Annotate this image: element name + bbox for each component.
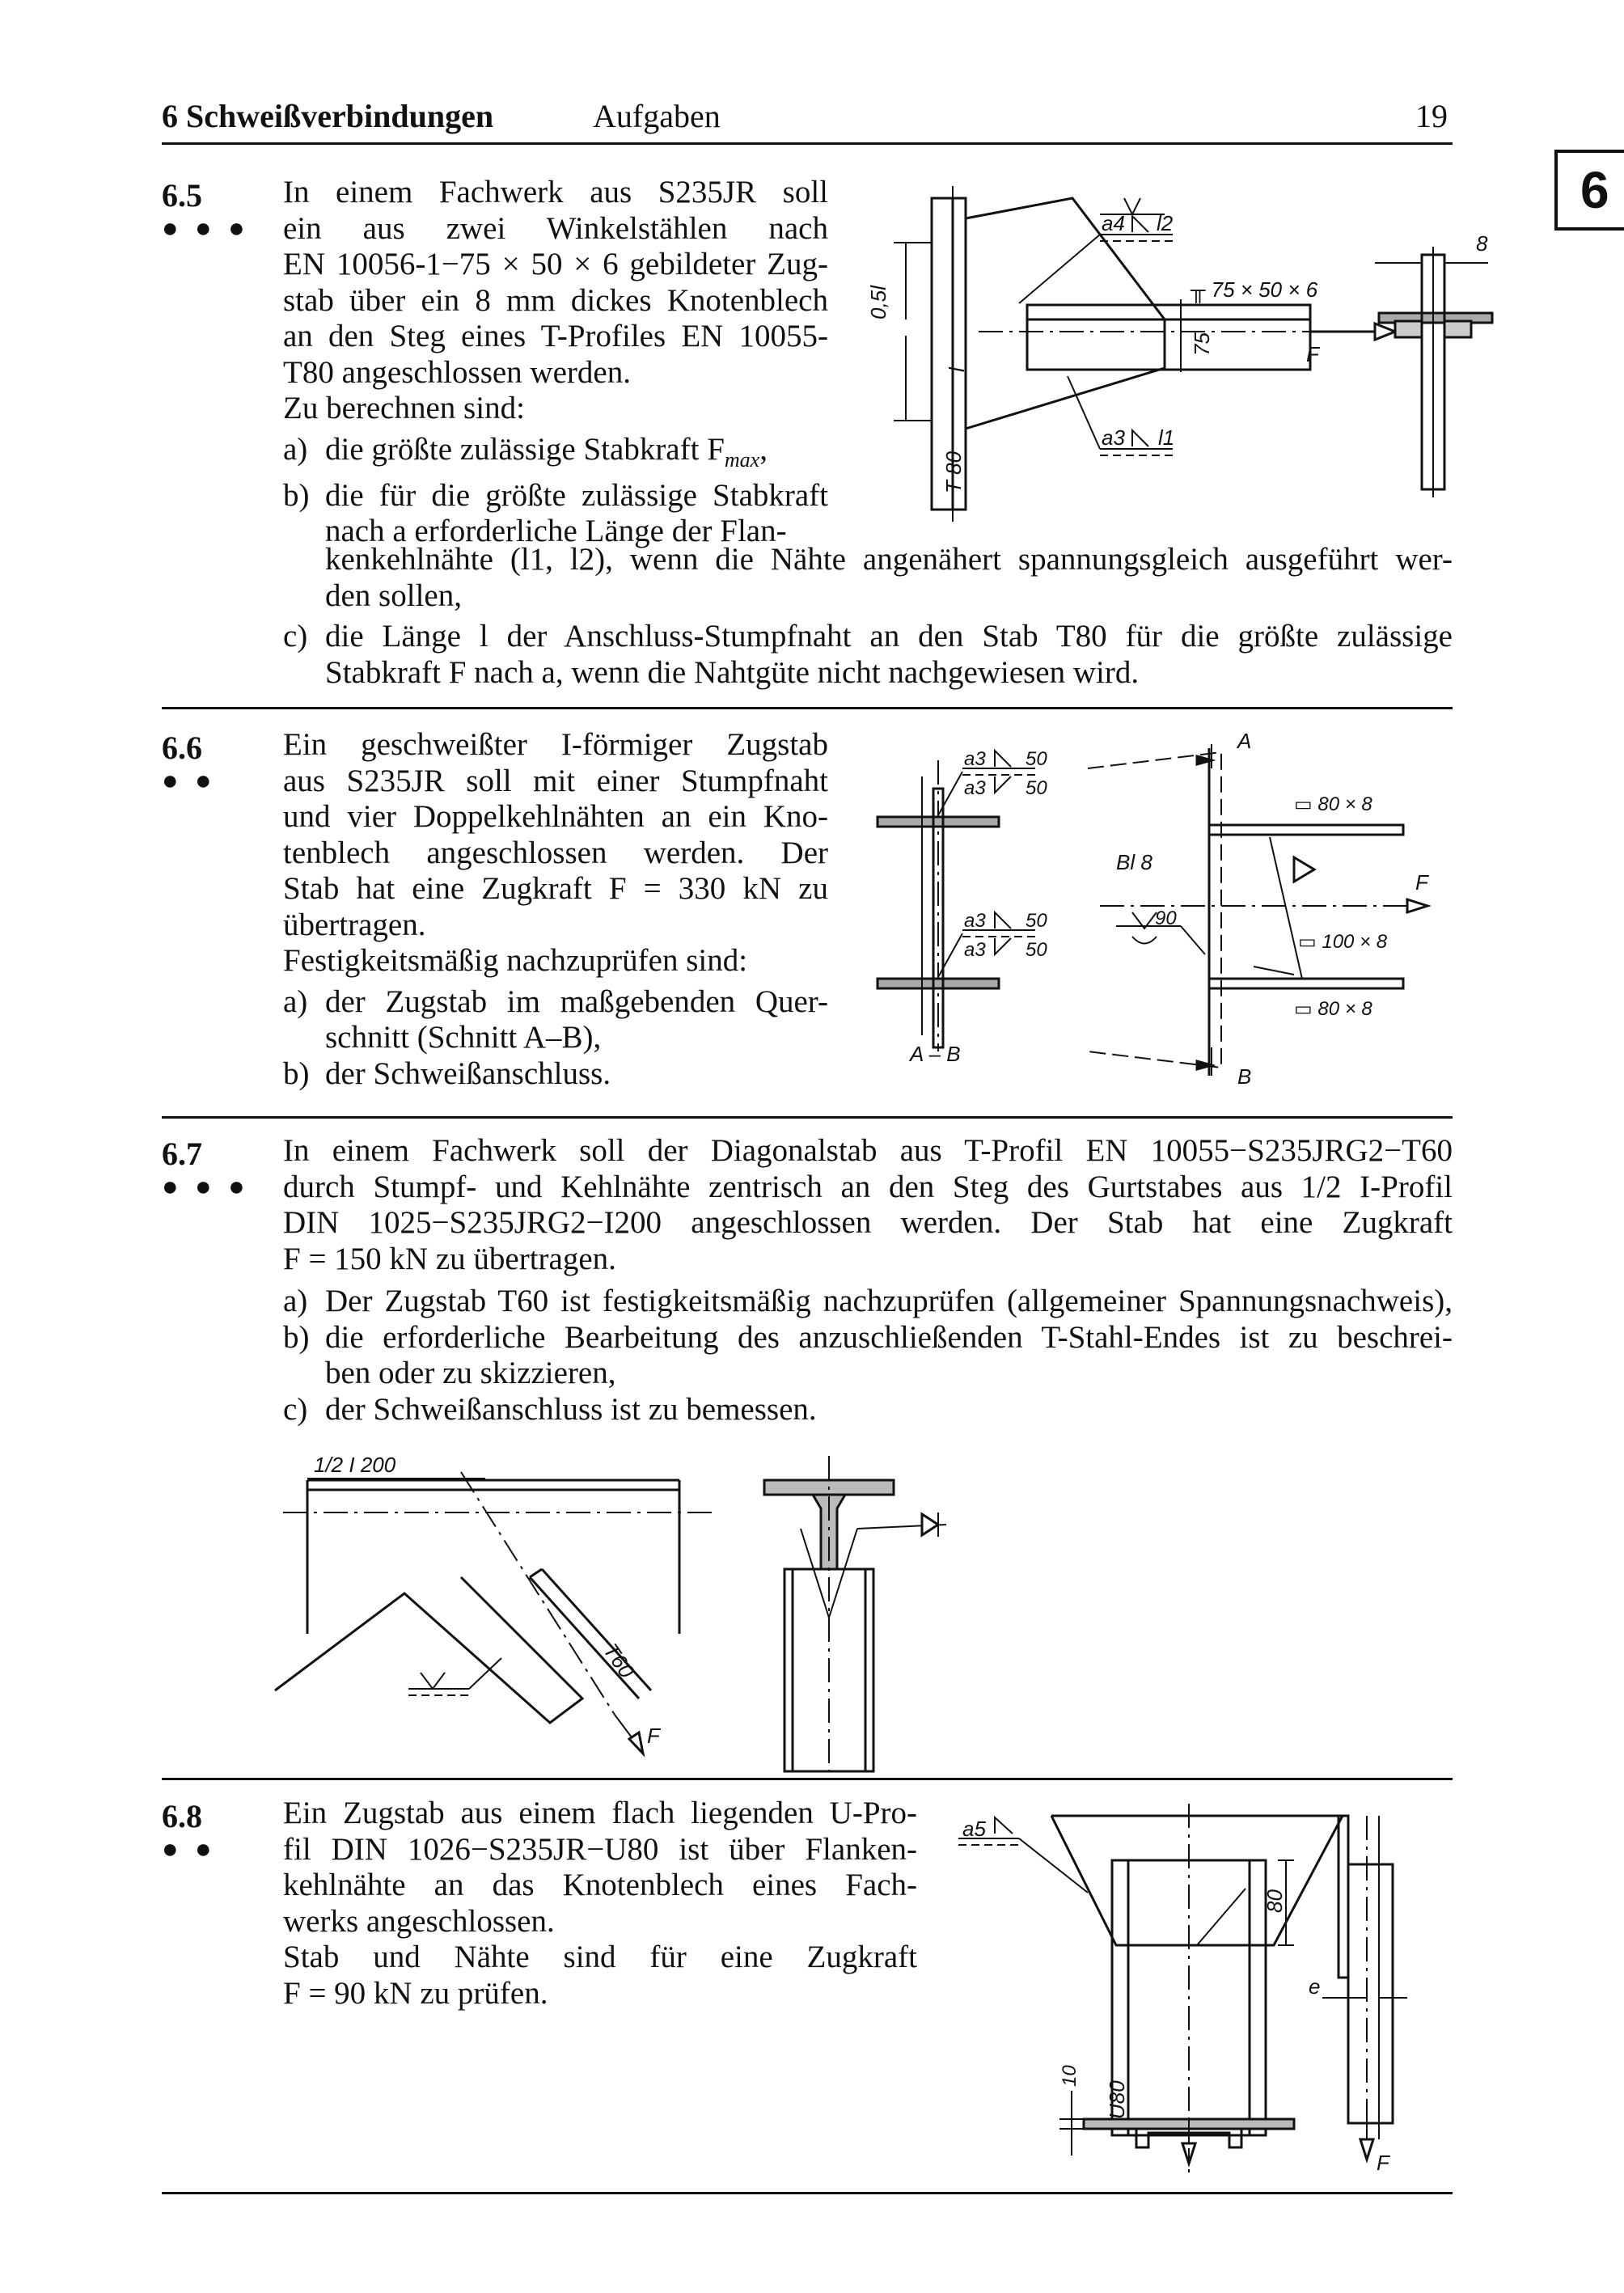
item-label: a) xyxy=(283,1284,308,1318)
problem-number-6-5: 6.5 xyxy=(162,177,202,214)
side-view-plate xyxy=(1339,1816,1348,1978)
gusset-plate xyxy=(1051,1816,1343,1945)
item-punct: , xyxy=(759,431,768,467)
item-label: b) xyxy=(283,1319,310,1355)
item-text-main: die größte zulässige Stabkraft F xyxy=(325,431,725,467)
fillet-symbol xyxy=(1132,430,1148,446)
weld-label-l1: l1 xyxy=(1158,425,1175,450)
text-line: werks angeschlossen. xyxy=(283,1903,555,1939)
weld-symbol-v xyxy=(1124,198,1140,214)
difficulty-6-5: ● ● ● xyxy=(162,214,250,243)
item-text-cont: ben oder zu skizzieren, xyxy=(325,1356,616,1390)
text-line: ein aus zwei Winkelstählen nach xyxy=(283,210,828,246)
item-label: b) xyxy=(283,1056,310,1091)
text-line: F = 90 kN zu prüfen. xyxy=(283,1975,548,2011)
dim-label-l: l xyxy=(945,367,969,372)
weld-label-a3: a3 xyxy=(964,939,986,961)
difficulty-6-8: ● ● xyxy=(162,1834,217,1864)
figure-6-8 xyxy=(954,1800,1456,2180)
problem-number-6-8: 6.8 xyxy=(162,1798,202,1834)
weld-label-a3: a3 xyxy=(964,910,986,932)
problem-text-6-8 xyxy=(283,1796,917,2012)
gusset-plate xyxy=(966,198,1165,429)
label-plate-100x8: ▭ 100 × 8 xyxy=(1298,931,1388,953)
weld-length-50: 50 xyxy=(1026,939,1047,961)
text-line: tenblech angeschlossen werden. Der xyxy=(283,835,828,870)
difficulty-6-6: ● ● xyxy=(162,766,217,796)
label-plate-80x8-bottom: ▭ 80 × 8 xyxy=(1294,998,1372,1020)
section-flange-top xyxy=(878,817,999,827)
item-text: der Schweißanschluss. xyxy=(325,1056,611,1091)
figure-6-5 xyxy=(857,182,1488,522)
force-label-f: F xyxy=(647,1724,660,1748)
weld-label-l2: l2 xyxy=(1157,211,1174,235)
difficulty-6-7: ● ● ● xyxy=(162,1172,250,1202)
text-line: F = 150 kN zu übertragen. xyxy=(283,1241,616,1276)
label-plate-bl8: Bl 8 xyxy=(1116,850,1152,874)
weld-length-50: 50 xyxy=(1026,910,1047,932)
item-text-cont: Stabkraft F nach a, wenn die Nahtgüte nicht nachgewiesen wird. xyxy=(325,654,1140,690)
task-item-a xyxy=(283,1284,1453,1320)
task-item-c xyxy=(283,1392,1453,1428)
text-line: kehlnähte an das Knotenblech eines Fach- xyxy=(283,1868,917,1902)
problem-text-6-5 xyxy=(283,175,828,550)
item-text-cont: kenkehlnähte (l1, l2), wenn die Nähte angenähert spannungsgleich ausgeführt wer- xyxy=(325,542,1453,577)
task-item-a xyxy=(283,432,828,478)
fillet-symbol xyxy=(1132,216,1148,232)
item-text: die erforderliche Bearbeitung des anzuschließenden T-Stahl-Endes ist zu beschrei- xyxy=(325,1319,1453,1355)
item-label: a) xyxy=(283,984,308,1019)
flange-plate-top xyxy=(1209,825,1403,835)
dim-label-8: 8 xyxy=(1476,231,1488,256)
angle-bar xyxy=(1027,305,1310,370)
text-line: an den Steg eines T-Profiles EN 10055- xyxy=(283,319,828,353)
force-label-f: F xyxy=(1377,2151,1389,2175)
text-line: Ein geschweißter I-förmiger Zugstab xyxy=(283,727,828,762)
task-intro: Festigkeitsmäßig nachzuprüfen sind: xyxy=(283,943,748,978)
chapter-tab: 6 xyxy=(1554,150,1624,231)
text-line: EN 10056-1−75 × 50 × 6 gebildeter Zug- xyxy=(283,247,828,281)
weld-label-a3: a3 xyxy=(1102,425,1125,450)
item-text: Der Zugstab T60 ist festigkeitsmäßig nachzuprüfen (allgemeiner Spannungsnachweis), xyxy=(325,1284,1453,1318)
item-text xyxy=(325,432,828,478)
figure-6-6 xyxy=(873,728,1440,1092)
section-mark-a: A xyxy=(1237,729,1252,753)
page-bottom-rule xyxy=(162,2192,1453,2194)
divider-6-6 xyxy=(162,1116,1453,1119)
task-item-b xyxy=(283,478,828,514)
dim-label-10: 10 xyxy=(1059,2065,1081,2087)
label-u80: U80 xyxy=(1105,2080,1129,2119)
text-line: In einem Fachwerk aus S235JR soll xyxy=(283,175,828,209)
task-item-c xyxy=(283,619,1453,655)
task-item-b xyxy=(283,1320,1453,1356)
text-line: T80 angeschlossen werden. xyxy=(283,354,631,390)
label-plate-80x8-top: ▭ 80 × 8 xyxy=(1294,793,1372,815)
item-label: a) xyxy=(283,431,308,467)
figure-6-7 xyxy=(275,1448,1003,1779)
item-text: die Länge l der Anschluss-Stumpfnaht an den Stab T80 für die größte zulässige xyxy=(325,619,1453,654)
text-line: Stab und Nähte sind für eine Zugkraft xyxy=(283,1940,917,1974)
item-text-cont: den sollen, xyxy=(325,577,462,613)
text-line: übertragen. xyxy=(283,907,426,942)
weld-label-a3: a3 xyxy=(964,748,986,770)
task-item-a xyxy=(283,984,828,1021)
item-text: der Schweißanschluss ist zu bemessen. xyxy=(325,1391,817,1427)
chapter-title: 6 Schweißverbindungen xyxy=(162,98,494,134)
section-mark-b: B xyxy=(1237,1064,1252,1089)
section-title: Aufgaben xyxy=(593,98,721,134)
section-flange-bottom xyxy=(878,979,999,988)
problem-text-6-7 xyxy=(283,1133,1453,1428)
problem-text-6-5-wide xyxy=(283,542,1453,691)
problem-text-6-6 xyxy=(283,727,828,1092)
force-label-f: F xyxy=(1306,342,1319,366)
dim-label-80: 80 xyxy=(1262,1889,1287,1913)
side-view-profile xyxy=(1348,1864,1393,2123)
item-text-cont: schnitt (Schnitt A–B), xyxy=(325,1020,602,1055)
text-line: durch Stumpf- und Kehlnähte zentrisch an den Steg des Gurtstabes aus 1/2 I-Profil xyxy=(283,1169,1453,1204)
item-label: c) xyxy=(283,619,308,654)
item-text: die für die größte zulässige Stabkraft xyxy=(325,477,828,513)
flange-plate-bottom xyxy=(1209,979,1403,988)
divider-6-7 xyxy=(162,1778,1453,1780)
task-item-b xyxy=(283,1056,828,1093)
label-t60: T60 xyxy=(598,1639,640,1683)
text-line: Ein Zugstab aus einem flach liegenden U-Pro- xyxy=(283,1796,917,1830)
divider-6-5 xyxy=(162,707,1453,709)
page-number: 19 xyxy=(1415,98,1448,134)
item-text-cont: nach a erforderliche Länge der Flan- xyxy=(325,514,787,549)
weld-label-90: 90 xyxy=(1155,907,1177,929)
text-line: In einem Fachwerk soll der Diagonalstab aus T-Profil EN 10055−S235JRG2−T60 xyxy=(283,1133,1453,1168)
item-label: b) xyxy=(283,477,310,513)
weld-length-50: 50 xyxy=(1026,748,1047,770)
text-line: und vier Doppelkehlnähten an ein Kno- xyxy=(283,799,828,834)
force-label-f: F xyxy=(1415,870,1428,895)
weld-label-a4: a4 xyxy=(1102,211,1125,235)
subscript: max xyxy=(724,447,760,472)
item-text: der Zugstab im maßgebenden Quer- xyxy=(325,984,828,1019)
label-half-i200: 1/2 I 200 xyxy=(314,1453,396,1477)
section-label-a-b: A – B xyxy=(910,1042,961,1066)
problem-number-6-7: 6.7 xyxy=(162,1136,202,1172)
text-line: stab über ein 8 mm dickes Knotenblech xyxy=(283,282,828,318)
text-line: aus S235JR soll mit einer Stumpfnaht xyxy=(283,763,828,798)
label-angle-profile: ╥ 75 × 50 × 6 xyxy=(1191,277,1318,302)
label-eccentricity-e: e xyxy=(1309,1974,1321,1999)
weld-label-a3: a3 xyxy=(964,777,986,799)
weld-label-a5: a5 xyxy=(962,1817,986,1841)
dim-label-75: 75 xyxy=(1190,332,1214,356)
task-intro: Zu berechnen sind: xyxy=(283,391,525,425)
item-label: c) xyxy=(283,1391,308,1427)
weld-length-50: 50 xyxy=(1026,777,1047,799)
text-line: DIN 1025−S235JRG2−I200 angeschlossen werden. Der Stab hat eine Zugkraft xyxy=(283,1205,1453,1240)
text-line: Stab hat eine Zugkraft F = 330 kN zu xyxy=(283,871,828,906)
label-t80: T 80 xyxy=(941,451,966,493)
dim-label-0-5l: 0,5l xyxy=(866,286,890,319)
problem-number-6-6: 6.6 xyxy=(162,730,202,766)
text-line: fil DIN 1026−S235JR−U80 ist über Flanken- xyxy=(283,1831,917,1867)
label-angle-dims: 75 × 50 × 6 xyxy=(1211,277,1318,302)
header-rule xyxy=(162,142,1453,145)
